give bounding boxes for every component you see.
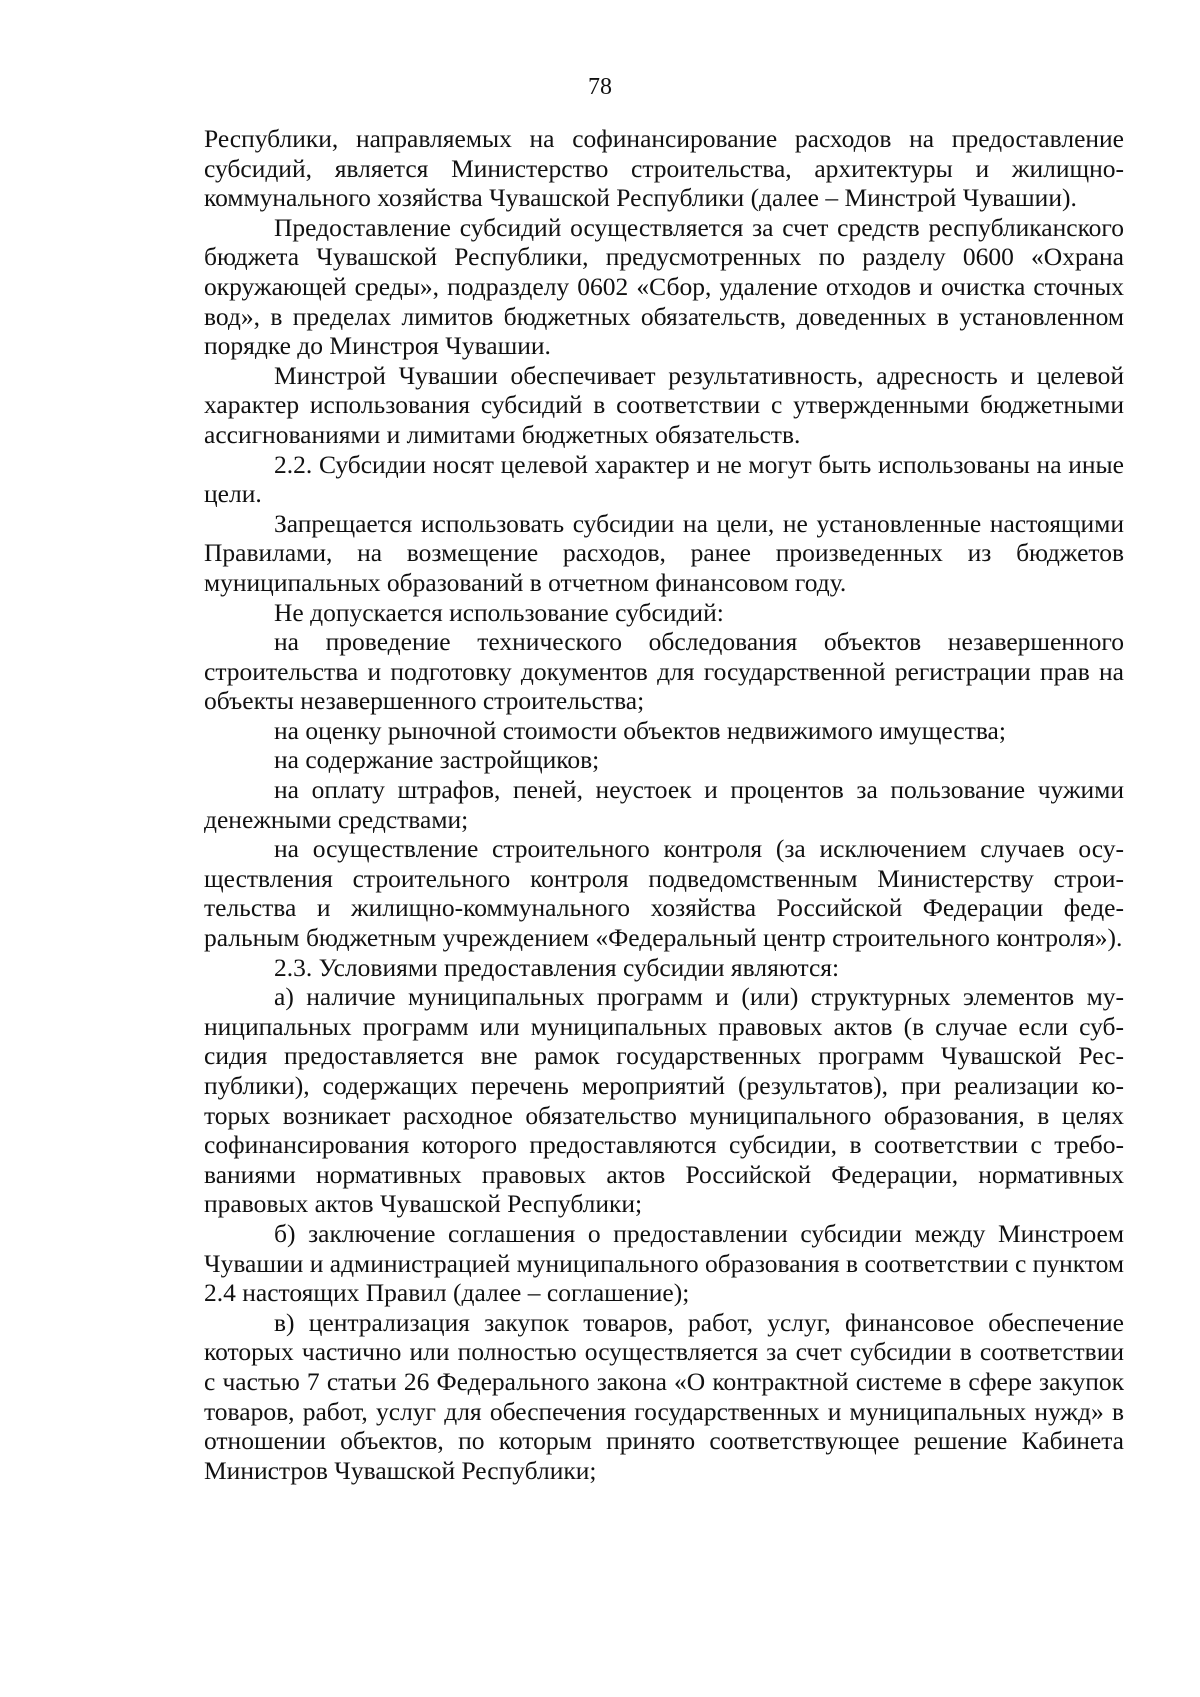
paragraph-6: Не допускается использование субсидий:: [274, 597, 724, 627]
page-number: 78: [588, 74, 612, 100]
paragraph-8: на оценку рыночной стоимости объектов недвижимого имущества;: [274, 715, 1006, 745]
document-body: [204, 124, 1124, 1485]
paragraph-10: на оплату штрафов, пеней, неустоек и процентов за пользование чужими денежными средствами;: [204, 775, 1124, 834]
paragraph-2: Предоставление субсидий осуществляется за счет средств республиканского бюджета Чувашской Республики, предусмотренных по разделу 0600 «Охрана окружающей среды», подразделу 0602 «Сбор, удаление отходов и очистка сточных вод», в пределах лимитов бюджетных обязательств, доведенных в установленном порядке до Минстроя Чувашии.: [204, 212, 1124, 361]
paragraph-12: 2.3. Условиями предоставления субсидии являются:: [274, 952, 840, 982]
paragraph-14: б) заключение соглашения о предоставлении субсидии между Минстроем Чувашии и администрацией муниципального образования в соответствии с пунктом 2.4 настоящих Правил (далее – соглашение);: [204, 1218, 1124, 1308]
paragraph-15: в) централизация закупок товаров, работ, услуг, финансовое обеспечение которых частично или полностью осуществляется за счет субсидии в соответствии с частью 7 статьи 26 Федерального закона «О контрактной системе в сфере закупок товаров, работ, услуг для обеспечения государственных и муниципальных нужд» в отношении объектов, по которым принято соответствующее решение Кабинета Министров Чувашской Республики;: [204, 1307, 1124, 1485]
paragraph-13: а) наличие муниципальных программ и (или) структурных элементов муниципальных программ или муниципальных правовых актов (в случае если субсидия предоставляется вне рамок государственных программ Чувашской Республики), содержащих перечень мероприятий (результатов), при реализации которых возникает расходное обязательство муниципального образования, в целях софинансирования которого предоставляются субсидии, в соответствии с требованиями нормативных правовых актов Российской Федерации, нормативных правовых актов Чувашской Республики;: [204, 982, 1124, 1219]
paragraph-9: на содержание застройщиков;: [274, 745, 600, 775]
paragraph-5: Запрещается использовать субсидии на цели, не установленные настоящими Правилами, на возмещение расходов, ранее произведенных из бюджетов муниципальных образований в отчетном финансовом году.: [204, 508, 1124, 597]
paragraph-4: 2.2. Субсидии носят целевой характер и не могут быть использованы на иные цели.: [204, 449, 1124, 509]
paragraph-1: Республики, направляемых на софинансирование расходов на предоставление субсидий, является Министерство строительства, архитектуры и жилищно-коммунального хозяйства Чувашской Республики (далее – Минстрой Чувашии).: [204, 124, 1124, 213]
paragraph-7: на проведение технического обследования объектов незавершенного строительства и подготовку документов для государственной регистрации прав на объекты незавершенного строительства;: [204, 627, 1124, 716]
paragraph-11: на осуществление строительного контроля (за исключением случаев осуществления строительного контроля подведомственным Министерству строительства и жилищно-коммунального хозяйства Российской Федерации федеральным бюджетным учреждением «Федеральный центр строительного контроля»).: [204, 834, 1124, 953]
paragraph-3: Минстрой Чувашии обеспечивает результативность, адресность и целевой характер использования субсидий в соответствии с утвержденными бюджетными ассигнованиями и лимитами бюджетных обязательств.: [204, 360, 1124, 449]
